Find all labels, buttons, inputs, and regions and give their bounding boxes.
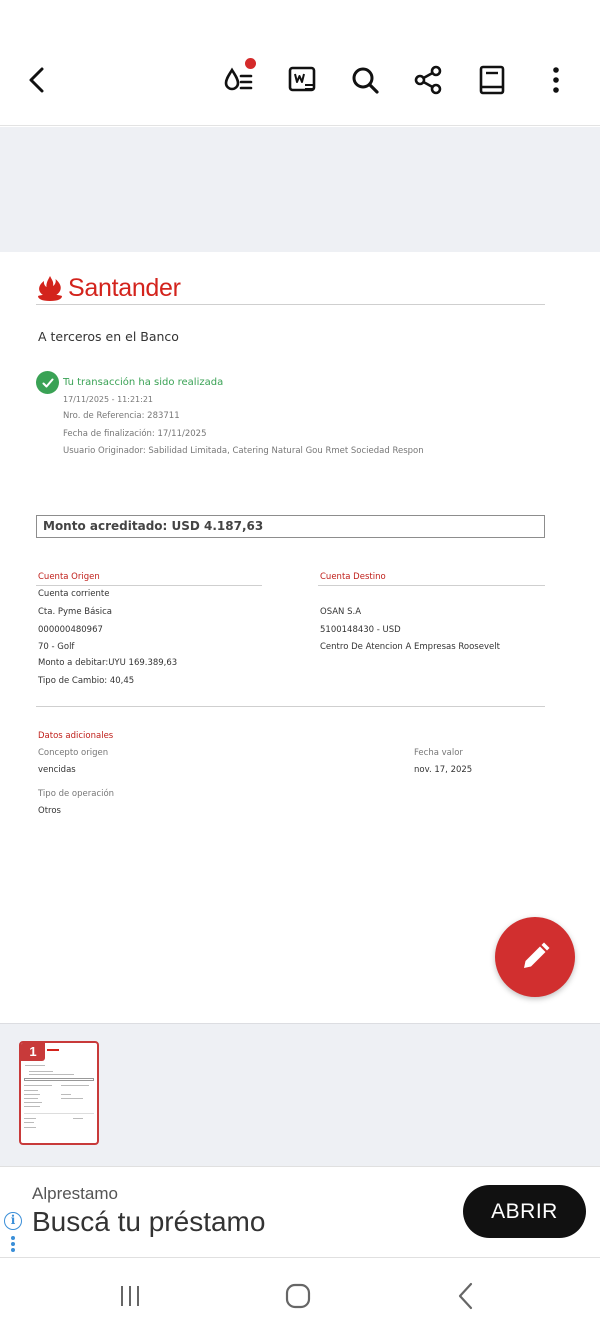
system-back-icon (451, 1281, 481, 1311)
thumb-line (25, 1065, 45, 1066)
thumb-line (24, 1085, 52, 1086)
destination-account-heading: Cuenta Destino (320, 572, 386, 582)
recent-apps-button[interactable] (110, 1278, 150, 1314)
thumb-line (29, 1074, 74, 1075)
destination-branch: Centro De Atencion A Empresas Roosevelt (320, 642, 500, 652)
origin-divider (36, 585, 262, 586)
destination-name: OSAN S.A (320, 607, 362, 617)
additional-data-heading: Datos adicionales (38, 731, 114, 741)
ad-advertiser: Alprestamo (32, 1184, 118, 1203)
transaction-status: Tu transacción ha sido realizada (63, 377, 224, 388)
section-title: A terceros en el Banco (38, 329, 179, 344)
more-options-button[interactable] (534, 58, 578, 102)
thumbnail-page-number: 1 (21, 1043, 45, 1061)
system-back-button[interactable] (446, 1278, 486, 1314)
section-divider (36, 706, 545, 707)
debit-amount: Monto a debitar:UYU 169.389,63 (38, 658, 178, 668)
credited-amount: Monto acreditado: USD 4.187,63 (43, 519, 264, 533)
top-toolbar (0, 0, 600, 126)
thumb-line (61, 1085, 89, 1086)
operation-type-label: Tipo de operación (38, 789, 115, 799)
thumb-line (24, 1106, 40, 1107)
viewer-background (0, 127, 600, 252)
document-page[interactable] (0, 252, 600, 1023)
finalization-date: Fecha de finalización: 17/11/2025 (63, 429, 207, 439)
ad-headline: Buscá tu préstamo (32, 1206, 266, 1237)
thumb-line (24, 1094, 40, 1095)
origin-account-type: Cuenta corriente (38, 589, 110, 599)
home-button[interactable] (278, 1278, 318, 1314)
thumb-line (24, 1122, 34, 1123)
santander-flame-icon (36, 274, 64, 302)
pencil-icon (518, 940, 552, 974)
recent-apps-icon (115, 1282, 145, 1310)
thumb-line (24, 1090, 38, 1091)
thumb-line (73, 1118, 83, 1119)
thumb-line (61, 1098, 83, 1099)
ink-filter-button[interactable] (216, 58, 260, 102)
destination-account-number: 5100148430 - USD (320, 625, 401, 635)
thumb-line (24, 1102, 42, 1103)
reference-number: Nro. de Referencia: 283711 (63, 411, 180, 421)
ad-open-button[interactable]: ABRIR (463, 1185, 586, 1238)
header-divider (36, 304, 545, 305)
operation-type-value: Otros (38, 806, 61, 816)
home-icon (283, 1281, 313, 1311)
thumb-line (24, 1118, 36, 1119)
origin-product: Cta. Pyme Básica (38, 607, 112, 617)
concept-value: vencidas (38, 765, 76, 775)
success-check-icon (36, 371, 59, 394)
santander-logo (36, 272, 181, 304)
value-date-label: Fecha valor (414, 748, 463, 758)
back-button[interactable] (16, 58, 60, 102)
book-icon (476, 64, 508, 96)
exchange-rate: Tipo de Cambio: 40,45 (38, 676, 135, 686)
value-date: nov. 17, 2025 (414, 765, 473, 775)
search-icon (349, 64, 381, 96)
back-arrow-icon (22, 64, 54, 96)
thumb-line (24, 1113, 94, 1114)
brand-name: Santander (68, 273, 181, 302)
transaction-datetime: 17/11/2025 - 11:21:21 (63, 395, 154, 404)
thumb-line (24, 1098, 38, 1099)
amount-box (36, 515, 545, 538)
originator-user: Usuario Originador: Sabilidad Limitada, Catering Natural Gou Rmet Sociedad Respon (63, 446, 424, 456)
ad-options-icon[interactable] (11, 1236, 15, 1254)
origin-account-heading: Cuenta Origen (38, 572, 100, 582)
thumb-line (61, 1094, 71, 1095)
reading-mode-button[interactable] (470, 58, 514, 102)
share-icon (412, 64, 444, 96)
notification-dot (245, 58, 256, 69)
origin-branch: 70 - Golf (38, 642, 75, 652)
destination-divider (318, 585, 545, 586)
search-button[interactable] (343, 58, 387, 102)
convert-to-word-button[interactable] (280, 58, 324, 102)
more-vert-icon (540, 64, 572, 96)
origin-account-number: 000000480967 (38, 625, 103, 635)
edit-fab-button[interactable] (495, 917, 575, 997)
thumb-amount-box (24, 1078, 94, 1081)
concept-label: Concepto origen (38, 748, 109, 758)
thumb-line (29, 1071, 53, 1072)
ad-info-icon[interactable]: i (4, 1212, 22, 1230)
word-convert-icon (286, 64, 318, 96)
share-button[interactable] (406, 58, 450, 102)
thumb-logo-mark (47, 1049, 59, 1051)
page-thumbnail[interactable] (19, 1041, 99, 1145)
thumb-line (24, 1127, 36, 1128)
